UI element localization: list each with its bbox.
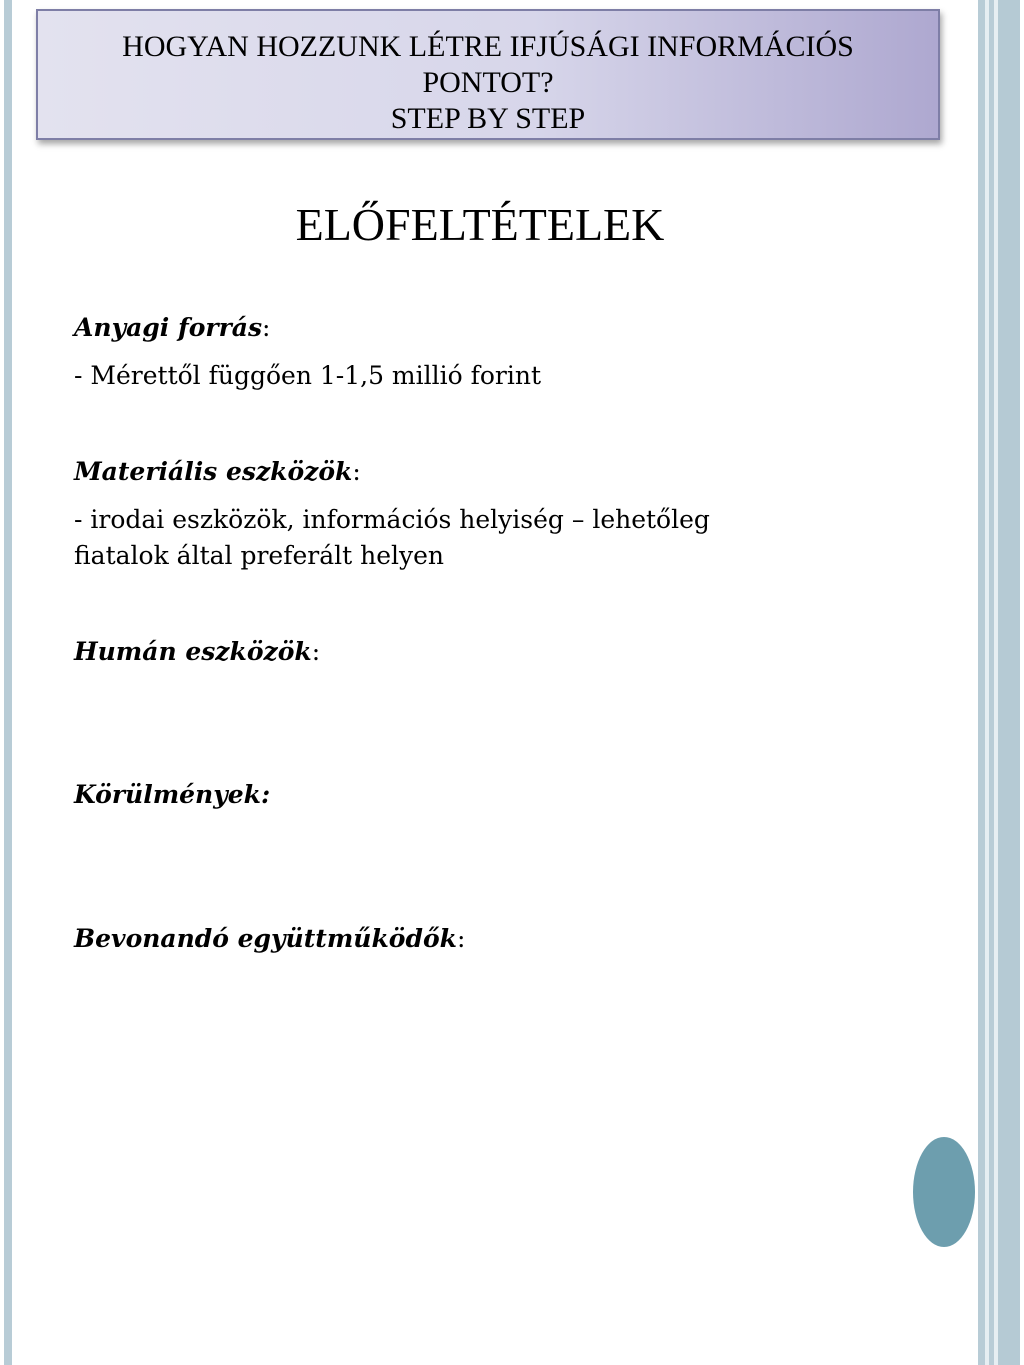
item-material-assets <box>74 454 914 574</box>
item-suffix: : <box>311 637 321 666</box>
header-line-3: STEP BY STEP <box>390 102 586 135</box>
item-label: Körülmények: <box>74 780 271 809</box>
item-label: Humán eszközök <box>74 637 312 666</box>
item-human-resources <box>74 634 914 670</box>
item-suffix: : <box>456 924 466 953</box>
item-partners <box>74 921 914 957</box>
slide-header <box>36 9 940 140</box>
item-circumstances <box>74 777 914 813</box>
item-label: Materiális eszközök <box>74 457 353 486</box>
item-suffix: : <box>352 457 361 486</box>
right-decorative-rule <box>978 0 985 1365</box>
item-funding <box>74 310 914 394</box>
item-label: Anyagi forrás <box>74 313 263 342</box>
item-text: - irodai eszközök, információs helyiség – lehetőleg fiatalok által preferált helyen <box>74 505 710 570</box>
item-text: - Mérettől függően 1-1,5 millió forint <box>74 361 542 390</box>
header-line-1: HOGYAN HOZZUNK LÉTRE IFJÚSÁGI INFORMÁCIÓS <box>122 30 854 63</box>
item-suffix: : <box>262 313 271 342</box>
item-label: Bevonandó együttműködők <box>74 924 457 953</box>
right-decorative-rule <box>998 0 1020 1365</box>
decorative-circle <box>913 1137 975 1247</box>
section-title: ELŐFELTÉTELEK <box>295 199 665 250</box>
header-line-2: PONTOT? <box>422 66 554 99</box>
